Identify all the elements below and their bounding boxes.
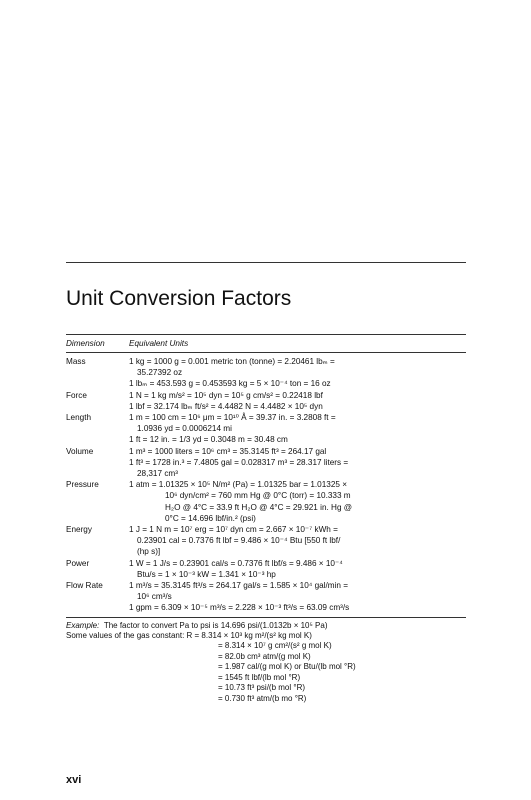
equivalence-line: 35.27392 oz <box>137 368 183 378</box>
equivalence-line: 1 gpm = 6.309 × 10⁻⁵ m³/s = 2.228 × 10⁻³ ft³/s = 63.09 cm³/s <box>129 603 350 613</box>
equivalence-line: 1 m = 100 cm = 10⁶ μm = 10¹⁰ Å = 39.37 in. = 3.2808 ft = <box>129 413 336 423</box>
equivalence-line: 0.23901 cal = 0.7376 ft lbf = 9.486 × 10⁻⁴ Btu [550 ft lbf/ <box>137 536 341 546</box>
conversion-table <box>66 334 466 704</box>
table-row <box>66 524 466 558</box>
equivalence-line: Btu/s = 1 × 10⁻³ kW = 1.341 × 10⁻³ hp <box>137 569 276 579</box>
row-equivalents <box>129 356 466 390</box>
equivalence-line: (hp s)] <box>137 547 161 557</box>
row-equivalents <box>129 580 466 614</box>
table-header <box>66 334 466 353</box>
page-number: xvi <box>66 774 82 786</box>
row-equivalents <box>129 558 466 580</box>
notes <box>66 621 466 704</box>
equivalence-line: 1 m³/s = 35.3145 ft³/s = 264.17 gal/s = 1.585 × 10⁴ gal/min = <box>129 581 349 591</box>
table-row <box>66 446 466 480</box>
equivalence-line: H₂O @ 4°C = 33.9 ft H₂O @ 4°C = 29.921 in. Hg @ <box>165 502 353 512</box>
equivalence-line: 1 kg = 1000 g = 0.001 metric ton (tonne) = 2.20461 lbₘ = <box>129 357 335 366</box>
equivalence-line: 28,317 cm³ <box>137 469 178 479</box>
row-dimension: Power <box>66 558 90 568</box>
equivalence-line: 1 N = 1 kg m/s² = 10⁵ dyn = 10⁵ g cm/s² = 0.22418 lbf <box>129 390 323 400</box>
header-equivalent-units: Equivalent Units <box>129 339 189 348</box>
row-dimension: Force <box>66 390 87 400</box>
equivalence-line: 0°C = 14.696 lbf/in.² (psi) <box>165 513 256 523</box>
table-row <box>66 356 466 390</box>
gas-constant-value: = 10.73 ft³ psi/(b mol °R) <box>218 683 306 693</box>
row-dimension: Energy <box>66 525 92 535</box>
example-label: Example: <box>66 620 100 630</box>
row-dimension: Volume <box>66 446 94 456</box>
table-row <box>66 580 466 614</box>
row-dimension: Pressure <box>66 480 99 490</box>
row-equivalents <box>129 412 466 446</box>
row-equivalents <box>129 524 466 558</box>
example-note <box>66 621 466 631</box>
equivalence-line: 1 lbf = 32.174 lbₘ ft/s² = 4.4482 N = 4.4482 × 10⁵ dyn <box>129 401 323 411</box>
table-row <box>66 479 466 524</box>
equivalence-line: 10⁶ dyn/cm² = 760 mm Hg @ 0°C (torr) = 10.333 m <box>165 491 351 501</box>
row-equivalents <box>129 390 466 412</box>
top-rule <box>66 262 466 263</box>
equivalence-line: 1 W = 1 J/s = 0.23901 cal/s = 0.7376 ft lbf/s = 9.486 × 10⁻⁴ <box>129 558 343 568</box>
row-equivalents <box>129 479 466 524</box>
gas-constant-value: = 1545 ft lbf/(lb mol °R) <box>218 672 301 682</box>
gas-constant-value: = 8.314 × 10⁷ g cm²/(s² g mol K) <box>218 641 332 651</box>
equivalence-line: 1 J = 1 N m = 10⁷ erg = 10⁷ dyn cm = 2.667 × 10⁻⁷ kWh = <box>129 525 338 535</box>
equivalence-line: 1 m³ = 1000 liters = 10⁶ cm³ = 35.3145 ft³ = 264.17 gal <box>129 446 327 456</box>
gas-constant-intro: Some values of the gas constant: R = 8.314 × 10³ kg m²/(s² kg mol K) <box>66 631 312 641</box>
equivalence-line: 1 ft = 12 in. = 1/3 yd = 0.3048 m = 30.48 cm <box>129 435 288 445</box>
equivalence-line: 10⁶ cm³/s <box>137 592 172 602</box>
header-dimension: Dimension <box>66 339 105 348</box>
row-dimension: Length <box>66 413 92 423</box>
gas-constant-value: = 1.987 cal/(g mol K) or Btu/(lb mol °R) <box>218 662 356 672</box>
equivalence-line: 1 atm = 1.01325 × 10⁵ N/m² (Pa) = 1.01325 bar = 1.01325 × <box>129 480 348 490</box>
equivalence-line: 1 lbₘ = 453.593 g = 0.453593 kg = 5 × 10⁻⁴ ton = 16 oz <box>129 379 331 389</box>
table-row <box>66 390 466 412</box>
gas-constant-value: = 0.730 ft³ atm/(b mo °R) <box>218 693 307 703</box>
table-row <box>66 412 466 446</box>
row-equivalents <box>129 446 466 480</box>
gas-constant-values <box>66 641 466 703</box>
table-body <box>66 353 466 618</box>
gas-constant-value: = 82.0b cm³ atm/(g mol K) <box>218 651 311 661</box>
example-text: The factor to convert Pa to psi is 14.696 psi/(1.0132b × 10⁵ Pa) <box>103 620 328 630</box>
row-dimension: Flow Rate <box>66 581 103 591</box>
equivalence-line: 1 ft³ = 1728 in.³ = 7.4805 gal = 0.028317 m³ = 28.317 liters = <box>129 457 349 467</box>
equivalence-line: 1.0936 yd = 0.0006214 mi <box>137 424 232 434</box>
table-row <box>66 558 466 580</box>
page-title: Unit Conversion Factors <box>66 287 292 310</box>
row-dimension: Mass <box>66 357 86 366</box>
